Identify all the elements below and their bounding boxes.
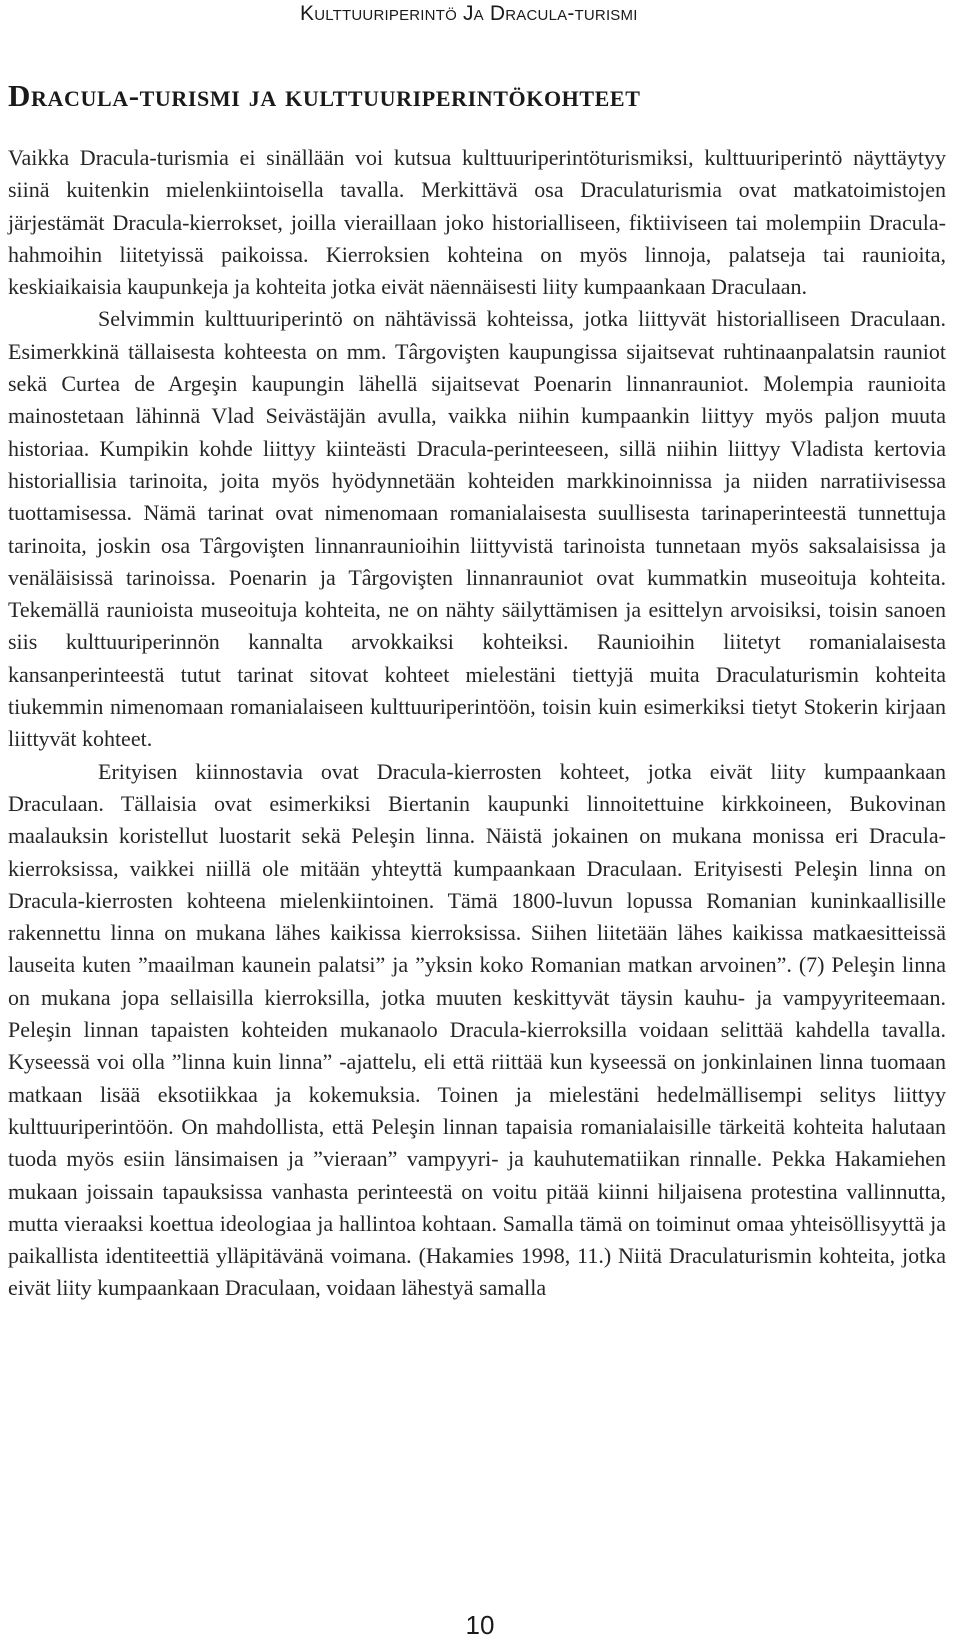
paragraph: Vaikka Dracula-turismia ei sinällään voi kutsua kulttuuriperintöturismiksi, kulttuuriperintö näyttäytyy siinä kuitenkin mielenkiintoisella tavalla. Merkittävä osa Draculaturismia ovat matkatoimistojen järjestämät Dracula-kierrokset, joilla vieraillaan joko historialliseen, fiktiiviseen tai molempiin Dracula-hahmoihin liitetyissä paikoissa. Kierroksien kohteina on myös linnoja, palatseja tai raunioita, keskiaikaisia kaupunkeja ja kohteita jotka eivät näennäisesti liity kumpaankaan Draculaan. — [8, 145, 946, 300]
paragraph: Selvimmin kulttuuriperintö on nähtävissä kohteissa, jotka liittyvät historialliseen Draculaan. Esimerkkinä tällaisesta kohteesta on mm. Târgovişten kaupungissa sijaitsevat ruhtinaanpalatsin rauniot sekä Curtea de Argeşin kaupungin lähellä sijaitsevat Poenarin linnanrauniot. Molempia raunioita mainostetaan lähinnä Vlad Seivästäjän avulla, vaikka niihin kumpaankin liittyy myös paljon muuta historiaa. Kumpikin kohde liittyy kiinteästi Dracula-perinteeseen, sillä niihin liittyy Vladista kertovia historiallisia tarinoita, joita myös hyödynnetään kohteiden markkinoinnissa ja niiden narratiivisessa tuottamisessa. Nämä tarinat ovat nimenomaan romanialaisesta suullisesta tarinaperinteestä tunnettuja tarinoita, joskin osa Târgovişten linnanraunioihin liittyvistä tarinoista tunnetaan myös saksalaisissa ja venäläisissä tarinoissa. Poenarin ja Târgovişten linnanrauniot ovat kummatkin museoituja kohteita. Tekemällä raunioista museoituja kohteita, ne on nähty säilyttämisen ja esittelyn arvoisiksi, toisin sanoen siis kulttuuriperinnön kannalta arvokkaiksi kohteiksi. Raunioihin liitetyt romanialaisesta kansanperinteestä tutut tarinat sitovat kohteet mielestäni tiettyjä muita Draculaturismin kohteita tiukemmin nimenomaan romanialaiseen kulttuuriperintöön, toisin kuin esimerkiksi tietyt Stokerin kirjaan liittyvät kohteet. — [8, 306, 946, 752]
page-number: 10 — [465, 1610, 495, 1640]
body-text — [8, 142, 946, 1305]
running-header: Kulttuuriperintö Ja Dracula-turismi — [300, 2, 638, 25]
section-title: Dracula-turismi ja kulttuuriperintökohteet — [8, 78, 641, 113]
paragraph: Erityisen kiinnostavia ovat Dracula-kierrosten kohteet, jotka eivät liity kumpaankaan Draculaan. Tällaisia ovat esimerkiksi Biertanin kaupunki linnoitettuine kirkkoineen, Bukovinan maalauksin koristellut luostarit sekä Peleşin linna. Näistä jokainen on mukana monissa eri Dracula-kierroksissa, vaikkei niillä ole mitään yhteyttä kumpaankaan Draculaan. Erityisesti Peleşin linna on Dracula-kierrosten kohteena mielenkiintoinen. Tämä 1800-luvun lopussa Romanian kuninkaallisille rakennettu linna on mukana lähes kaikissa kierroksissa. Siihen liitetään lähes kaikissa matkaesitteissä lauseita kuten ”maailman kaunein palatsi” ja ”yksin koko Romanian matkan arvoinen”. (7) Peleşin linna on mukana jopa sellaisilla kierroksilla, jotka muuten keskittyvät täysin kauhu- ja vampyyriteemaan. Peleşin linnan tapaisten kohteiden mukanaolo Dracula-kierroksilla voidaan selittää kahdella tavalla. Kyseessä voi olla ”linna kuin linna” -ajattelu, eli että riittää kun kyseessä on jonkinlainen linna tuomaan matkaan lisää eksotiikkaa ja kokemuksia. Toinen ja mielestäni hedelmällisempi selitys liittyy kulttuuriperintöön. On mahdollista, että Peleşin linnan tapaisia romanialaisille tärkeitä kohteita halutaan tuoda myös esiin länsimaisen ja ”vieraan” vampyyri- ja kauhutematiikan rinnalle. Pekka Hakamiehen mukaan joissain tapauksissa vanhasta perinteestä on voitu pitää kiinni hiljaisena protestina vallinnutta, mutta vieraaksi koettua ideologiaa ja hallintoa kohtaan. Samalla tämä on toiminut omaa yhteisöllisyyttä ja paikallista identiteettiä ylläpitävänä voimana. (Hakamies 1998, 11.) Niitä Draculaturismin kohteita, jotka eivät liity kumpaankaan Draculaan, voidaan lähestyä samalla — [8, 758, 946, 1301]
